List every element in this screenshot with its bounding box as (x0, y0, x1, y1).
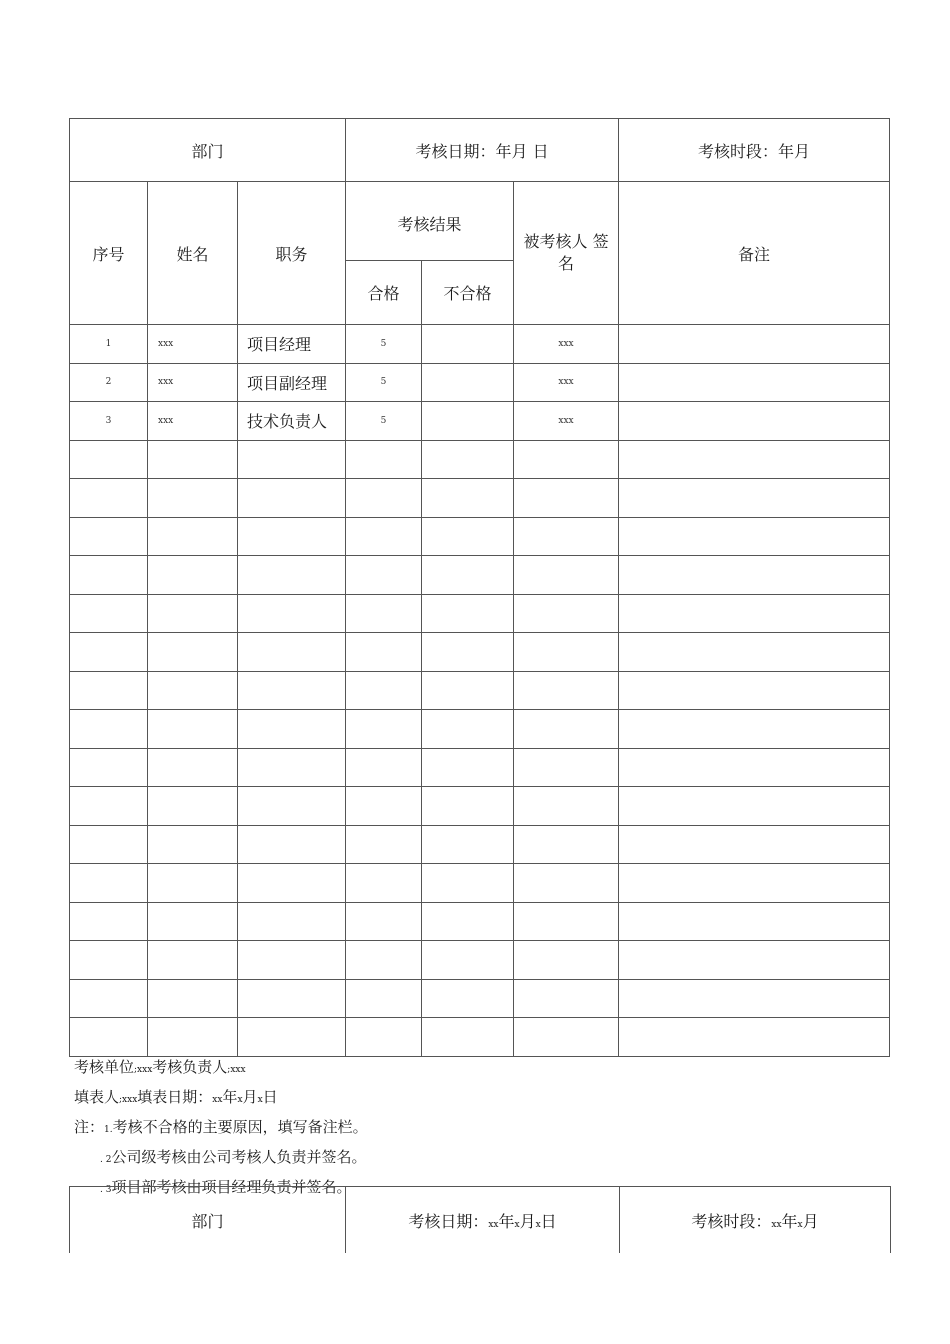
empty-cell (619, 556, 890, 595)
empty-cell (238, 1018, 346, 1057)
empty-cell (70, 902, 148, 941)
cell-pass: 5 (346, 325, 422, 364)
department-label: 部门 (70, 119, 346, 182)
empty-cell (422, 594, 514, 633)
table-row (70, 710, 890, 749)
empty-cell (346, 1018, 422, 1057)
note-2 (74, 1144, 368, 1174)
table-row (70, 556, 890, 595)
cell-seq: 1 (70, 325, 148, 364)
empty-cell (422, 517, 514, 556)
empty-cell (346, 825, 422, 864)
second-department-label: 部门 (70, 1187, 346, 1254)
col-fail: 不合格 (422, 261, 514, 325)
note-3-text: 项目部考核由项目经理负责并签名。 (111, 1178, 352, 1196)
table-row (70, 671, 890, 710)
empty-cell (619, 979, 890, 1018)
empty-cell (238, 710, 346, 749)
cell-seq: 2 (70, 363, 148, 402)
empty-cell (619, 633, 890, 672)
empty-cell (422, 556, 514, 595)
col-position: 职务 (238, 182, 346, 325)
empty-cell (70, 556, 148, 595)
empty-cell (619, 748, 890, 787)
empty-cell (422, 864, 514, 903)
empty-cell (148, 710, 238, 749)
empty-cell (238, 787, 346, 826)
second-assessment-table-header (69, 1186, 891, 1253)
assessment-period-label: 考核时段：年月 (619, 119, 890, 182)
table-row (70, 787, 890, 826)
empty-cell (514, 787, 619, 826)
table-row (70, 1018, 890, 1057)
empty-cell (148, 517, 238, 556)
empty-cell (514, 517, 619, 556)
empty-cell (422, 941, 514, 980)
cell-position: 项目经理 (238, 325, 346, 364)
empty-cell (619, 517, 890, 556)
empty-cell (238, 941, 346, 980)
empty-cell (619, 787, 890, 826)
cell-fail (422, 363, 514, 402)
empty-cell (148, 556, 238, 595)
empty-cell (514, 941, 619, 980)
empty-cell (238, 517, 346, 556)
empty-cell (148, 479, 238, 518)
second-header-row (70, 1187, 891, 1254)
fill-year-value: xx (212, 1095, 223, 1105)
empty-cell (238, 748, 346, 787)
filler-value: ;xxx (119, 1095, 138, 1105)
second-assessment-period: 考核时段：xx年x月 (620, 1187, 891, 1254)
empty-cell (346, 787, 422, 826)
empty-cell (70, 787, 148, 826)
cell-pass: 5 (346, 402, 422, 441)
empty-cell (514, 594, 619, 633)
empty-cell (422, 1018, 514, 1057)
empty-cell (148, 594, 238, 633)
col-signature: 被考核人 签名 (514, 182, 619, 325)
empty-cell (346, 594, 422, 633)
table-row (70, 479, 890, 518)
note-3-number: . 3 (100, 1185, 112, 1195)
empty-cell (238, 902, 346, 941)
table-row (70, 825, 890, 864)
empty-cell (70, 1018, 148, 1057)
empty-cell (238, 671, 346, 710)
empty-cell (346, 979, 422, 1018)
table-row (70, 517, 890, 556)
assessment-table (69, 118, 890, 1057)
table-row (70, 748, 890, 787)
empty-cell (70, 710, 148, 749)
empty-cell (422, 979, 514, 1018)
empty-cell (514, 440, 619, 479)
note-1 (74, 1114, 368, 1144)
year-unit: 年 (222, 1088, 238, 1106)
empty-cell (346, 748, 422, 787)
day-unit: 日 (262, 1088, 278, 1106)
notes-line-unit (74, 1054, 368, 1084)
cell-position: 项目副经理 (238, 363, 346, 402)
empty-cell (619, 1018, 890, 1057)
note-prefix: 注： (74, 1118, 105, 1136)
empty-cell (148, 941, 238, 980)
empty-cell (238, 556, 346, 595)
fill-day-value: x (257, 1095, 263, 1105)
note-1-text: 考核不合格的主要原因，填写备注栏。 (112, 1118, 368, 1136)
empty-cell (238, 864, 346, 903)
empty-cell (238, 979, 346, 1018)
empty-cell (238, 594, 346, 633)
empty-cell (619, 825, 890, 864)
empty-cell (422, 633, 514, 672)
empty-cell (422, 440, 514, 479)
empty-cell (70, 479, 148, 518)
filler-label: 填表人 (74, 1088, 120, 1106)
cell-fail (422, 402, 514, 441)
table-row (70, 440, 890, 479)
cell-name: xxx (148, 402, 238, 441)
empty-cell (514, 710, 619, 749)
assessment-date-label: 考核日期：年月 日 (346, 119, 619, 182)
empty-cell (148, 864, 238, 903)
empty-cell (70, 594, 148, 633)
empty-cell (619, 594, 890, 633)
table-row (70, 594, 890, 633)
empty-cell (422, 479, 514, 518)
empty-cell (70, 864, 148, 903)
cell-name: xxx (148, 363, 238, 402)
table-row (70, 633, 890, 672)
col-seq: 序号 (70, 182, 148, 325)
empty-cell (619, 671, 890, 710)
table-row (70, 864, 890, 903)
empty-cell (346, 517, 422, 556)
empty-cell (514, 556, 619, 595)
empty-cell (422, 787, 514, 826)
cell-signature: xxx (514, 402, 619, 441)
second-assessment-date: 考核日期：xx年x月x日 (346, 1187, 620, 1254)
empty-cell (346, 864, 422, 903)
unit-value: ;xxx (134, 1065, 153, 1075)
cell-remarks (619, 363, 890, 402)
empty-cell (514, 479, 619, 518)
empty-cell (514, 825, 619, 864)
table-row (70, 979, 890, 1018)
cell-signature: xxx (514, 363, 619, 402)
cell-signature: xxx (514, 325, 619, 364)
table-row (70, 902, 890, 941)
empty-cell (148, 440, 238, 479)
empty-cell (514, 979, 619, 1018)
empty-cell (514, 633, 619, 672)
note-2-number: . 2 (100, 1155, 112, 1165)
cell-remarks (619, 325, 890, 364)
empty-cell (70, 748, 148, 787)
fill-month-value: x (237, 1095, 243, 1105)
table-header-top (70, 119, 890, 182)
empty-cell (70, 517, 148, 556)
empty-cell (619, 902, 890, 941)
col-remarks: 备注 (619, 182, 890, 325)
empty-cell (238, 633, 346, 672)
empty-cell (346, 671, 422, 710)
empty-cell (238, 440, 346, 479)
table-row (70, 325, 890, 364)
cell-pass: 5 (346, 363, 422, 402)
col-pass: 合格 (346, 261, 422, 325)
table-row (70, 402, 890, 441)
empty-cell (514, 902, 619, 941)
empty-cell (619, 941, 890, 980)
empty-cell (346, 440, 422, 479)
notes-section (74, 1054, 368, 1204)
empty-cell (148, 979, 238, 1018)
empty-cell (148, 787, 238, 826)
col-name: 姓名 (148, 182, 238, 325)
empty-cell (422, 825, 514, 864)
empty-cell (346, 902, 422, 941)
table-body (70, 325, 890, 1057)
empty-cell (619, 864, 890, 903)
empty-cell (619, 440, 890, 479)
empty-cell (70, 825, 148, 864)
empty-cell (422, 671, 514, 710)
empty-cell (619, 710, 890, 749)
empty-cell (346, 556, 422, 595)
cell-seq: 3 (70, 402, 148, 441)
empty-cell (514, 671, 619, 710)
empty-cell (148, 633, 238, 672)
empty-cell (346, 633, 422, 672)
empty-cell (346, 479, 422, 518)
col-result: 考核结果 (346, 182, 514, 261)
empty-cell (148, 1018, 238, 1057)
empty-cell (346, 941, 422, 980)
column-header-row (70, 182, 890, 261)
note-2-text: 公司级考核由公司考核人负责并签名。 (111, 1148, 367, 1166)
empty-cell (514, 748, 619, 787)
empty-cell (148, 671, 238, 710)
note-1-number: 1. (104, 1125, 113, 1135)
empty-cell (346, 710, 422, 749)
empty-cell (148, 825, 238, 864)
unit-label: 考核单位 (74, 1058, 135, 1076)
empty-cell (514, 1018, 619, 1057)
fill-date-label: 填表日期： (137, 1088, 213, 1106)
notes-line-filler (74, 1084, 368, 1114)
empty-cell (422, 748, 514, 787)
responsible-label: 考核负责人 (152, 1058, 228, 1076)
empty-cell (70, 941, 148, 980)
empty-cell (70, 671, 148, 710)
empty-cell (514, 864, 619, 903)
empty-cell (70, 633, 148, 672)
empty-cell (422, 710, 514, 749)
responsible-value: ;xxx (227, 1065, 246, 1075)
table-row (70, 941, 890, 980)
empty-cell (619, 479, 890, 518)
empty-cell (238, 825, 346, 864)
empty-cell (70, 440, 148, 479)
cell-name: xxx (148, 325, 238, 364)
empty-cell (70, 979, 148, 1018)
empty-cell (238, 479, 346, 518)
month-unit: 月 (242, 1088, 258, 1106)
cell-remarks (619, 402, 890, 441)
empty-cell (148, 748, 238, 787)
empty-cell (422, 902, 514, 941)
cell-position: 技术负责人 (238, 402, 346, 441)
cell-fail (422, 325, 514, 364)
empty-cell (148, 902, 238, 941)
table-row (70, 363, 890, 402)
